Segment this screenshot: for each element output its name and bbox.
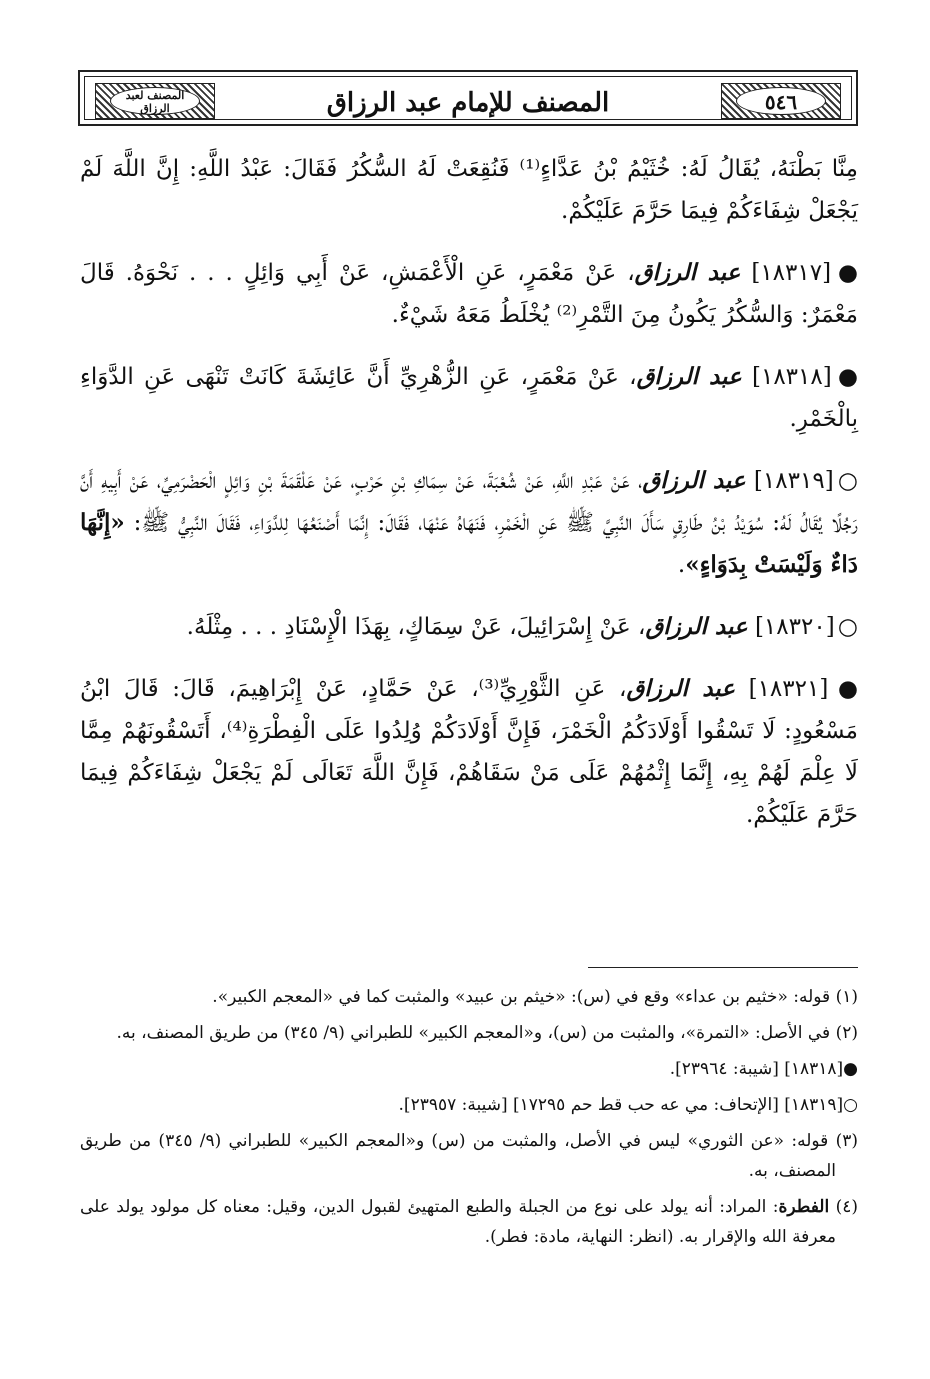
hadith-18320 <box>80 606 858 648</box>
emblem-text: المصنف لعبد الرزاق <box>110 87 200 115</box>
entry-text: ، عَنْ عَبْدِ اللَّهِ، عَنْ شُعْبَةَ، عَنْ سِمَاكِ بْنِ حَرْبٍ، عَنْ عَلْقَمَةَ بْنِ وَائِلٍ الْحَضْرَمِيِّ، عَنْ أَبِيهِ أَنَّ رَجُلًا يُقَالُ لَهُ: سُوَيْدُ بْنُ طَارِقٍ سَأَلَ النَّبِيَّ ﷺ عَنِ الْخَمْرِ، فَنَهَاهُ عَنْهَا، فَقَالَ: إِنَّمَا أَصْنَعُهَا لِلدَّوَاءِ، فَقَالَ النَّبِيُّ ﷺ: <box>80 468 858 536</box>
footnotes <box>80 982 858 1258</box>
running-header <box>78 70 858 126</box>
main-text <box>80 148 858 856</box>
footnote-4 <box>80 1192 858 1252</box>
footnote-4-term: الفطرة <box>778 1197 830 1217</box>
entry-marker: ○ <box>837 468 858 494</box>
footnote-1: (١) قوله: «خثيم بن عداء» وقع في (س): «خيثم بن عبيد» والمثبت كما في «المعجم الكبير». <box>212 987 858 1007</box>
footnote-4-text: : المراد: أنه يولد على نوع من الجبلة والطبع المتهيئ لقبول الدين، وقيل: معناه كل مولود يولد على معرفة الله والإقرار به. (انظر: النهاية، مادة: فطر). <box>80 1197 836 1247</box>
entry-marker: ○ <box>837 614 858 640</box>
footnote-separator <box>588 967 858 968</box>
source-note-18319: ○[١٨٣١٩] [الإتحاف: مي عه حب قط حم ١٧٢٩٥] [شيبة: ٢٣٩٥٧]. <box>398 1095 858 1115</box>
entry-number: [١٨٣٢١] <box>748 676 829 702</box>
entry-text: ، عَنْ إِسْرَائِيلَ، عَنْ سِمَاكٍ، بِهَذَا الْإِسْنَادِ . . . مِثْلَهُ. <box>186 614 646 640</box>
author-name: عبد الرزاق <box>634 259 741 286</box>
page-number-ornament <box>721 83 841 119</box>
entry-text: ، عَنْ مَعْمَرٍ، عَنِ الْأَعْمَشِ، عَنْ أَبِي وَائِلٍ . . . نَحْوَهُ. قَالَ مَعْمَرٌ: وَالسُّكُرُ يَكُونُ مِنَ التَّمْرِ⁽²⁾ يُخْلَطُ مَعَهُ شَيْءٌ. <box>80 260 858 328</box>
hadith-18319 <box>80 460 858 586</box>
author-name: عبد الرزاق <box>642 467 746 494</box>
entry-marker: ● <box>837 364 858 390</box>
footnote-3: (٣) قوله: «عن الثوري» ليس في الأصل، والمثبت من (س) و«المعجم الكبير» للطبراني (٩/ ٣٤٥) من طريق المصنف، به. <box>80 1131 858 1181</box>
footnote-2: (٢) في الأصل: «التمرة»، والمثبت من (س)، و«المعجم الكبير» للطبراني (٩/ ٣٤٥) من طريق المصنف، به. <box>116 1023 858 1043</box>
entry-marker: ● <box>837 260 858 286</box>
entry-marker: ● <box>837 676 858 702</box>
hadith-18317 <box>80 252 858 336</box>
entry-text: ، عَنِ الثَّوْرِيِّ⁽³⁾، عَنْ حَمَّادٍ، عَنْ إِبْرَاهِيمَ، قَالَ: قَالَ ابْنُ مَسْعُودٍ: لَا تَسْقُوا أَوْلَادَكُمُ الْخَمْرَ، فَإِنَّ أَوْلَادَكُمْ وُلِدُوا عَلَى الْفِطْرَةِ⁽⁴⁾، أَتَسْقُونَهُمْ مِمَّا لَا عِلْمَ لَهُمْ بِهِ، إِنَّمَا إِثْمُهُمْ عَلَى مَنْ سَقَاهُمْ، فَإِنَّ اللَّهَ تَعَالَى لَمْ يَجْعَلْ شِفَاءَكُمْ فِيمَا حَرَّمَ عَلَيْكُمْ. <box>80 676 858 828</box>
hadith-18321 <box>80 668 858 836</box>
prophetic-saying: «إِنَّهَا دَاءٌ وَلَيْسَتْ بِدَوَاءٍ» <box>80 509 858 578</box>
source-note-18318: ●[١٨٣١٨] [شيبة: ٢٣٩٦٤]. <box>669 1059 858 1079</box>
entry-text-end: . <box>677 552 686 578</box>
author-name: عبد الرزاق <box>636 363 742 390</box>
author-name: عبد الرزاق <box>645 613 748 640</box>
entry-number: [١٨٣٢٠] <box>754 614 835 640</box>
footnote-4-number: (٤) <box>835 1197 858 1217</box>
entry-number: [١٨٣١٧] <box>751 260 832 286</box>
author-name: عبد الرزاق <box>626 675 735 702</box>
book-emblem <box>95 83 215 119</box>
entry-number: [١٨٣١٩] <box>753 468 834 494</box>
continuation-paragraph: مِنَّا بَطْنَهُ، يُقَالُ لَهُ: خُثَيْمُ بْنُ عَدَّاءٍ⁽¹⁾ فَنُقِعَتْ لَهُ السُّكُرُ فَقَالَ: عَبْدُ اللَّهِ: إِنَّ اللَّهَ لَمْ يَجْعَلْ شِفَاءَكُمْ فِيمَا حَرَّمَ عَلَيْكُمْ. <box>80 156 858 224</box>
book-title: المصنف للإمام عبد الرزاق <box>326 88 610 118</box>
hadith-18318 <box>80 356 858 440</box>
entry-text: ، عَنْ مَعْمَرٍ، عَنِ الزُّهْرِيِّ أَنَّ عَائِشَةَ كَانَتْ تَنْهَى عَنِ الدَّوَاءِ بِالْخَمْرِ. <box>80 364 858 432</box>
entry-number: [١٨٣١٨] <box>751 364 832 390</box>
header-frame <box>84 76 852 120</box>
page-number: ٥٤٦ <box>736 87 826 115</box>
